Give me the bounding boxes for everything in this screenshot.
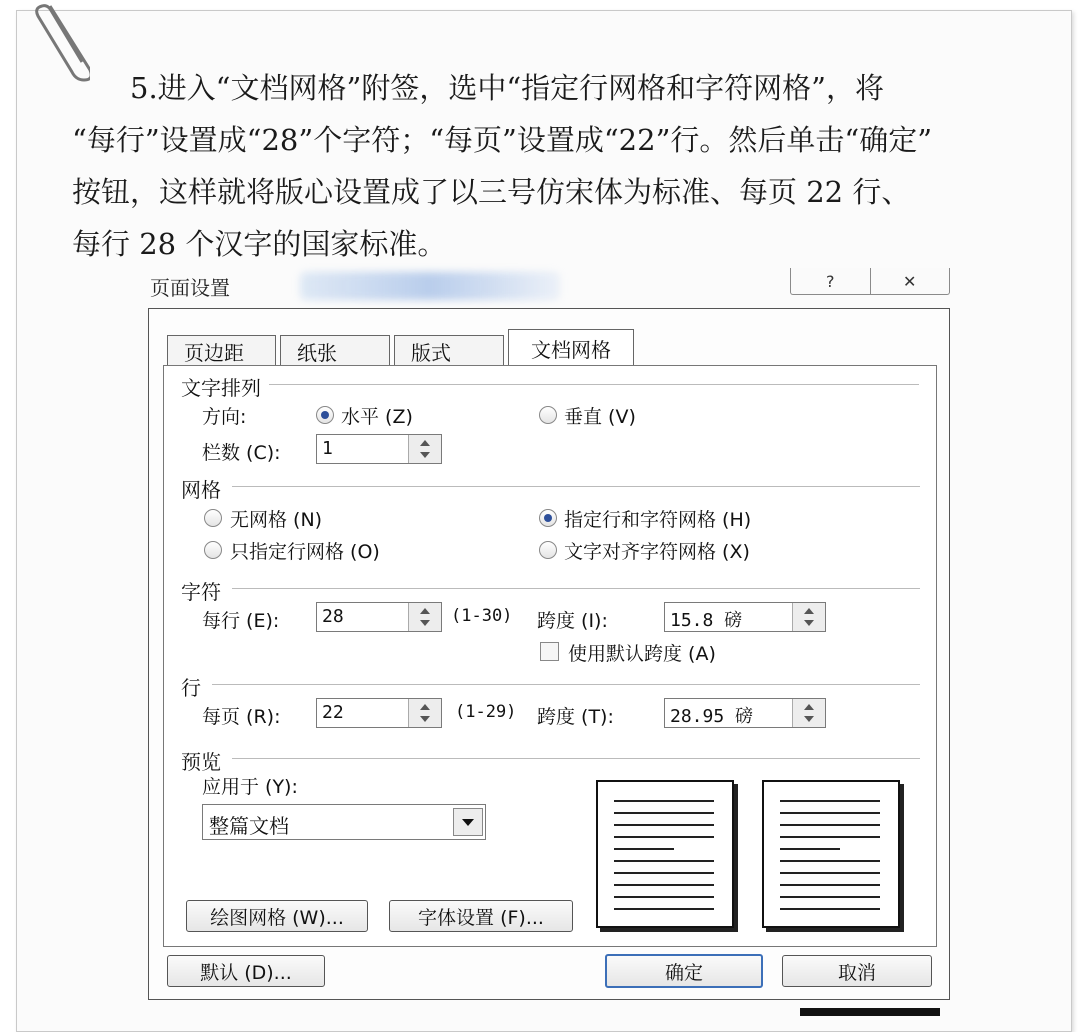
line-pitch-stepper[interactable] [664,698,826,728]
chars-per-line-label: 每行 (E): [202,610,280,632]
close-button[interactable]: ✕ [903,271,917,291]
radio-no-grid[interactable] [204,509,222,527]
section-text-layout: 文字排列 [181,376,261,400]
divider [232,588,920,589]
columns-stepper[interactable] [316,434,442,464]
page-setup-dialog [148,308,950,1000]
intro-line: 每行 28 个汉字的国家标准。 [72,227,447,261]
radio-line-grid-only-label: 只指定行网格 (O) [230,541,380,563]
radio-vertical[interactable] [539,406,557,424]
title-bar-buttons [790,268,950,295]
intro-line: 按钮，这样就将版心设置成了以三号仿宋体为标准、每页 22 行、 [72,175,911,209]
spin-arrows-icon[interactable] [792,603,825,631]
preview-page-left [596,780,734,928]
preview-page-right [762,780,900,928]
line-pitch-label: 跨度 (T): [537,706,614,728]
char-pitch-stepper[interactable] [664,602,826,632]
tab-margins[interactable]: 页边距 [167,335,276,366]
tab-layout[interactable]: 版式 [394,335,504,366]
intro-line: 5.进入“文档网格”附签，选中“指定行网格和字符网格”，将 [130,71,884,105]
divider [212,684,920,685]
draw-grid-button[interactable]: 绘图网格 (W)... [186,900,368,932]
cropped-heading-fragment [800,1008,940,1016]
section-preview: 预览 [181,750,221,774]
dialog-title: 页面设置 [150,276,230,300]
spin-arrows-icon[interactable] [408,603,441,631]
radio-line-and-char-grid-label: 指定行和字符网格 (H) [564,509,752,531]
tab-document-grid[interactable]: 文档网格 [508,329,634,366]
columns-value: 1 [322,438,333,459]
tab-strip [167,326,638,366]
cancel-button[interactable]: 取消 [782,955,932,987]
radio-text-snap-char-grid[interactable] [539,541,557,559]
intro-paragraph [72,62,1032,270]
chars-range: (1-30) [451,606,513,626]
document-grid-panel [163,365,937,947]
char-pitch-label: 跨度 (I): [537,610,608,632]
radio-line-grid-only[interactable] [204,541,222,559]
direction-label: 方向: [202,406,247,428]
use-default-pitch-checkbox[interactable] [540,642,559,661]
radio-line-and-char-grid[interactable] [539,509,557,527]
radio-horizontal-label: 水平 (Z) [341,406,413,428]
spin-arrows-icon[interactable] [408,435,441,463]
divider [232,758,920,759]
tab-paper[interactable]: 纸张 [280,335,390,366]
radio-horizontal[interactable] [316,406,334,424]
default-button[interactable]: 默认 (D)... [167,955,325,987]
lines-range: (1-29) [455,702,517,722]
ok-button[interactable]: 确定 [605,954,763,988]
help-button[interactable]: ? [791,268,871,294]
apply-to-label: 应用于 (Y): [202,776,298,798]
spin-arrows-icon[interactable] [792,699,825,727]
use-default-pitch-label: 使用默认跨度 (A) [568,643,716,665]
radio-no-grid-label: 无网格 (N) [230,509,323,531]
columns-label: 栏数 (C): [202,442,281,464]
char-pitch-value: 15.8 磅 [670,610,743,631]
divider [269,384,919,385]
spin-arrows-icon[interactable] [408,699,441,727]
chevron-down-icon[interactable] [453,808,483,836]
blurred-title-area [300,272,560,300]
intro-line: “每行”设置成“28”个字符；“每页”设置成“22”行。然后单击“确定” [72,123,933,157]
radio-vertical-label: 垂直 (V) [564,406,636,428]
apply-to-value: 整篇文档 [209,814,289,838]
apply-to-select[interactable] [202,804,486,840]
lines-per-page-value: 22 [322,702,344,723]
chars-per-line-value: 28 [322,606,344,627]
line-pitch-value: 28.95 磅 [670,706,754,727]
font-settings-button[interactable]: 字体设置 (F)... [389,900,573,932]
chars-per-line-stepper[interactable] [316,602,442,632]
lines-per-page-stepper[interactable] [316,698,442,728]
section-lines: 行 [181,676,201,700]
section-grid: 网格 [181,478,221,502]
lines-per-page-label: 每页 (R): [202,706,281,728]
section-characters: 字符 [181,580,221,604]
radio-text-snap-char-grid-label: 文字对齐字符网格 (X) [564,541,750,563]
divider [232,486,920,487]
